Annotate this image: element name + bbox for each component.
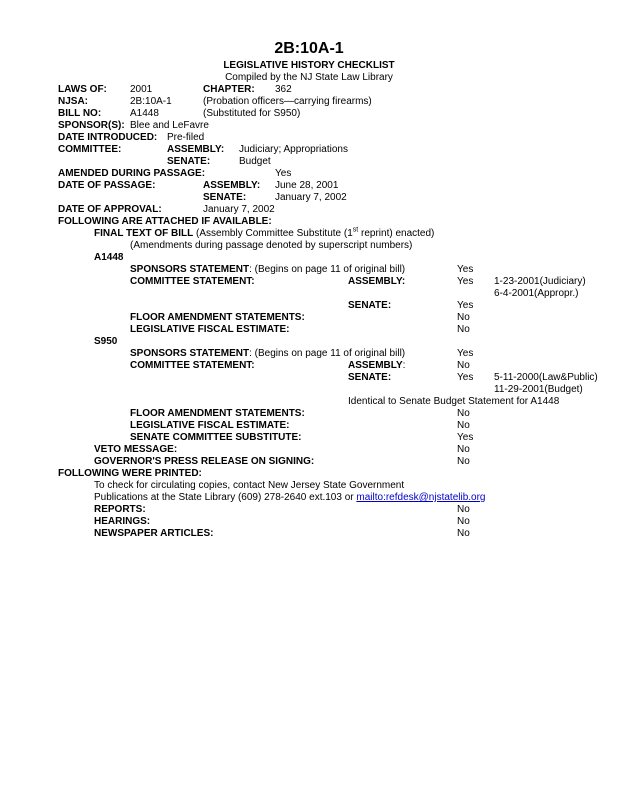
committee-assembly-value: Judiciary; Appropriations <box>239 144 348 155</box>
bill-label: BILL NO: <box>58 108 102 119</box>
a1448-floor-value: No <box>457 312 470 323</box>
passage-senate-value: January 7, 2002 <box>275 192 347 203</box>
a1448-floor-label: FLOOR AMENDMENT STATEMENTS: <box>130 312 305 323</box>
passage-senate-label: SENATE: <box>203 192 247 203</box>
press-release-label: GOVERNOR'S PRESS RELEASE ON SIGNING: <box>94 456 315 467</box>
a1448-senate-value: Yes <box>457 300 474 311</box>
amended-value: Yes <box>275 168 292 179</box>
a1448-assembly-note-2: 6-4-2001(Appropr.) <box>494 288 579 299</box>
final-text-superscript: st <box>352 226 359 234</box>
newspaper-label: NEWSPAPER ARTICLES: <box>94 528 214 539</box>
newspaper-value: No <box>457 528 470 539</box>
amendments-note: (Amendments during passage denoted by superscript numbers) <box>130 240 413 251</box>
s950-assembly-line <box>348 360 405 372</box>
sponsors-label: SPONSOR(S): <box>58 120 125 131</box>
njsa-label: NJSA: <box>58 96 89 107</box>
final-text-desc-b: reprint) enacted) <box>358 228 435 239</box>
bill-description: (Substituted for S950) <box>203 108 301 119</box>
s950-senate-label: SENATE: <box>348 372 392 383</box>
chapter-value: 362 <box>275 84 292 95</box>
s950-heading: S950 <box>94 336 118 347</box>
a1448-sponsors-statement <box>130 264 405 276</box>
a1448-assembly-note-1: 1-23-2001(Judiciary) <box>494 276 586 287</box>
veto-label: VETO MESSAGE: <box>94 444 178 455</box>
committee-label: COMMITTEE: <box>58 144 122 155</box>
approval-value: January 7, 2002 <box>203 204 275 215</box>
s950-fiscal-label: LEGISLATIVE FISCAL ESTIMATE: <box>130 420 290 431</box>
a1448-heading: A1448 <box>94 252 124 263</box>
a1448-committee-statement-label: COMMITTEE STATEMENT: <box>130 276 255 287</box>
passage-assembly-label: ASSEMBLY: <box>203 180 261 191</box>
s950-floor-value: No <box>457 408 470 419</box>
reports-label: REPORTS: <box>94 504 146 515</box>
sponsors-value: Blee and LeFavre <box>130 120 209 131</box>
s950-assembly-label: ASSEMBLY <box>348 360 403 371</box>
introduced-label: DATE INTRODUCED: <box>58 132 158 143</box>
printed-line-2-text: Publications at the State Library (609) 278-2640 ext.103 or <box>94 492 357 503</box>
printed-line-1: To check for circulating copies, contact New Jersey State Government <box>94 480 405 491</box>
press-release-value: No <box>457 456 470 467</box>
chapter-label: CHAPTER: <box>203 84 255 95</box>
email-link[interactable]: mailto:refdesk@njstatelib.org <box>356 492 486 503</box>
s950-sponsors-statement-value: Yes <box>457 348 474 359</box>
s950-assembly-value: No <box>457 360 470 371</box>
final-text-desc-a: (Assembly Committee Substitute (1 <box>193 228 353 239</box>
veto-value: No <box>457 444 470 455</box>
attached-heading: FOLLOWING ARE ATTACHED IF AVAILABLE: <box>58 216 272 227</box>
a1448-senate-label: SENATE: <box>348 300 392 311</box>
a1448-fiscal-label: LEGISLATIVE FISCAL ESTIMATE: <box>130 324 290 335</box>
s950-sponsors-statement-desc: : (Begins on page 11 of original bill) <box>249 348 406 359</box>
s950-committee-statement-label: COMMITTEE STATEMENT: <box>130 360 255 371</box>
a1448-sponsors-statement-value: Yes <box>457 264 474 275</box>
s950-substitute-value: Yes <box>457 432 474 443</box>
s950-identical-note: Identical to Senate Budget Statement for A1448 <box>348 396 560 407</box>
reports-value: No <box>457 504 470 515</box>
committee-assembly-label: ASSEMBLY: <box>167 144 225 155</box>
committee-senate-value: Budget <box>239 156 271 167</box>
s950-senate-value: Yes <box>457 372 474 383</box>
a1448-fiscal-value: No <box>457 324 470 335</box>
s950-floor-label: FLOOR AMENDMENT STATEMENTS: <box>130 408 305 419</box>
bill-value: A1448 <box>130 108 159 119</box>
s950-senate-note-2: 11-29-2001(Budget) <box>494 384 583 395</box>
a1448-assembly-label: ASSEMBLY: <box>348 276 406 287</box>
s950-sponsors-statement-label: SPONSORS STATEMENT <box>130 348 250 359</box>
hearings-label: HEARINGS: <box>94 516 151 527</box>
page-title: 2B:10A-1 <box>274 40 344 57</box>
laws-of-value: 2001 <box>130 84 153 95</box>
printed-heading: FOLLOWING WERE PRINTED: <box>58 468 202 479</box>
introduced-value: Pre-filed <box>167 132 205 143</box>
checklist-subtitle: LEGISLATIVE HISTORY CHECKLIST <box>223 60 395 71</box>
printed-line-2 <box>94 492 486 504</box>
njsa-description: (Probation officers—carrying firearms) <box>203 96 372 107</box>
s950-senate-note-1: 5-11-2000(Law&Public) <box>494 372 598 383</box>
laws-of-label: LAWS OF: <box>58 84 107 95</box>
s950-assembly-colon: : <box>402 360 406 371</box>
compiled-by: Compiled by the NJ State Law Library <box>225 72 393 83</box>
amended-label: AMENDED DURING PASSAGE: <box>58 168 206 179</box>
a1448-assembly-value: Yes <box>457 276 474 287</box>
hearings-value: No <box>457 516 470 527</box>
a1448-sponsors-statement-desc: : (Begins on page 11 of original bill) <box>249 264 406 275</box>
passage-label: DATE OF PASSAGE: <box>58 180 156 191</box>
s950-substitute-label: SENATE COMMITTEE SUBSTITUTE: <box>130 432 302 443</box>
passage-assembly-value: June 28, 2001 <box>275 180 339 191</box>
approval-label: DATE OF APPROVAL: <box>58 204 162 215</box>
final-text-label: FINAL TEXT OF BILL <box>94 228 194 239</box>
final-text-line <box>94 228 434 240</box>
committee-senate-label: SENATE: <box>167 156 211 167</box>
s950-fiscal-value: No <box>457 420 470 431</box>
s950-sponsors-statement <box>130 348 405 360</box>
a1448-sponsors-statement-label: SPONSORS STATEMENT <box>130 264 250 275</box>
njsa-value: 2B:10A-1 <box>130 96 172 107</box>
